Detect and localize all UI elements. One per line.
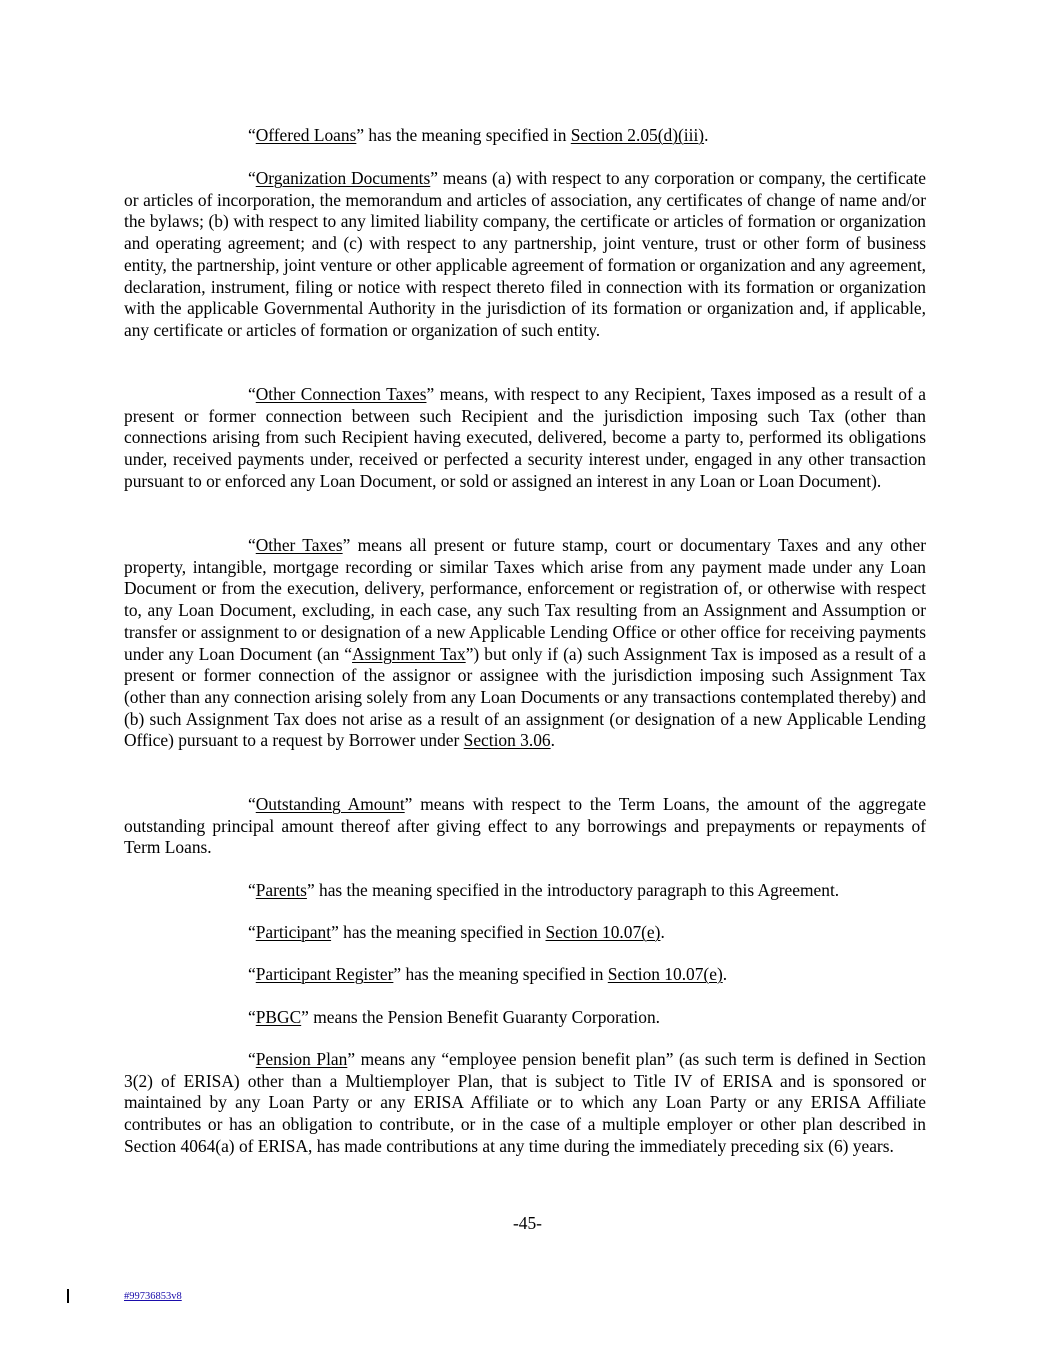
open-quote: “ — [248, 125, 256, 145]
definition-end: . — [660, 922, 665, 942]
definition-text: ” has the meaning specified in the introductory paragraph to this Agreement. — [306, 880, 840, 900]
defined-term: Organization Documents — [255, 168, 431, 188]
defined-term: Pension Plan — [255, 1049, 348, 1069]
definition-text: ” has the meaning specified in — [393, 964, 608, 984]
defined-term: Other Connection Taxes — [255, 384, 427, 404]
definition-text: ” has the meaning specified in — [331, 922, 546, 942]
definition-text: ” means all present or future stamp, court or documentary Taxes and any other property, intangible, mortgage recording or similar Taxes which arise from any payment made under any Loan Document or from the execution, delivery, performance, enforcement or registration of, or otherwise with respect to, any Loan Document, excluding, in each case, any such Tax resulting from an Assignment and Assumption or transfer or assignment to or designation of a new Applicable Lending Office or other office for receiving payments under any Loan Document (an “ — [124, 535, 926, 664]
definition-offered-loans — [124, 125, 926, 147]
section-reference-link[interactable]: Section 10.07(e) — [545, 922, 661, 942]
definition-end: . — [722, 964, 728, 984]
open-quote: “ — [248, 880, 256, 900]
definition-pension-plan — [124, 1049, 926, 1158]
section-reference-link[interactable]: Section 10.07(e) — [607, 964, 723, 984]
open-quote: “ — [248, 922, 256, 942]
definition-other-connection-taxes — [124, 384, 926, 493]
defined-term: Outstanding Amount — [255, 794, 405, 814]
defined-term: PBGC — [255, 1007, 302, 1027]
revision-bar — [67, 1289, 69, 1303]
definition-participant — [124, 922, 926, 944]
defined-term: Parents — [255, 880, 307, 900]
definition-text: ” means any “employee pension benefit plan” (as such term is defined in Section 3(2) of ERISA) other than a Multiemployer Plan, that is subject to Title IV of ERISA and is sponsored or maintained by any Loan Party or any ERISA Affiliate or to which any Loan Party or any ERISA Affiliate contributes or has an obligation to contribute, or in the case of a multiple employer or other plan described in Section 4064(a) of ERISA, has made contributions at any time during the immediately preceding six (6) years. — [124, 1049, 926, 1156]
open-quote: “ — [248, 1007, 256, 1027]
definition-outstanding-amount — [124, 794, 926, 859]
definition-text-continued: ”) but only if (a) such Assignment Tax is imposed as a result of a present or former connection of the assignor or assignee with the jurisdiction imposing such Assignment Tax (other than any connection arising solely from any Loan Documents or any transactions contemplated thereby) and (b) such Assignment Tax does not arise as a result of an assignment (or designation of a new Applicable Lending Office) pursuant to a request by Borrower under — [124, 643, 926, 751]
defined-term: Other Taxes — [255, 535, 343, 555]
document-reference-link[interactable]: #99736853v8 — [124, 1291, 182, 1302]
defined-term: Offered Loans — [255, 125, 357, 145]
definition-organization-documents — [124, 168, 926, 342]
open-quote: “ — [248, 794, 256, 814]
definition-text: ” means the Pension Benefit Guaranty Corporation. — [301, 1007, 661, 1027]
definition-pbgc — [124, 1007, 926, 1029]
page-number: -45- — [513, 1213, 542, 1233]
section-reference-link[interactable]: Section 3.06 — [463, 730, 551, 751]
open-quote: “ — [248, 964, 256, 984]
definition-other-taxes — [124, 535, 926, 752]
definition-text: ” means, with respect to any Recipient, Taxes imposed as a result of a present or former connection between such Recipient and the jurisdiction imposing such Tax (other than connections arising from such Recipient having executed, delivered, become a party to, performed its obligations under, received payments under, received or perfected a security interest under, engaged in any other transaction pursuant to or enforced any Loan Document, or sold or assigned an interest in any Loan or Loan Document). — [124, 384, 926, 491]
open-quote: “ — [248, 168, 256, 188]
definition-end: . — [704, 125, 709, 145]
definition-text: ” means with respect to the Term Loans, the amount of the aggregate outstanding principal amount thereof after giving effect to any borrowings and prepayments or repayments of Term Loans. — [124, 794, 926, 858]
open-quote: “ — [248, 1049, 256, 1069]
open-quote: “ — [248, 535, 256, 555]
defined-term: Participant Register — [255, 964, 394, 984]
defined-term: Participant — [255, 922, 332, 942]
open-quote: “ — [248, 384, 256, 404]
definition-text: ” has the meaning specified in — [356, 125, 571, 145]
definition-end: . — [550, 730, 555, 751]
defined-term-assignment-tax: Assignment Tax — [352, 643, 466, 664]
definition-parents — [124, 880, 926, 902]
section-reference-link[interactable]: Section 2.05(d)(iii) — [570, 125, 705, 145]
definition-text: ” means (a) with respect to any corporation or company, the certificate or articles of incorporation, the memorandum and articles of association, any certificates of change of name and/or the bylaws; (b) with respect to any limited liability company, the certificate or articles of formation or organization and operating agreement; and (c) with respect to any partnership, joint venture, trust or other form of business entity, the partnership, joint venture or other applicable agreement of formation or organization and any agreement, declaration, instrument, filing or notice with respect thereto filed in connection with its formation or organization with the applicable Governmental Authority in the jurisdiction of its formation or organization and, if applicable, any certificate or articles of formation or organization of such entity. — [124, 168, 926, 340]
definition-participant-register — [124, 964, 926, 986]
